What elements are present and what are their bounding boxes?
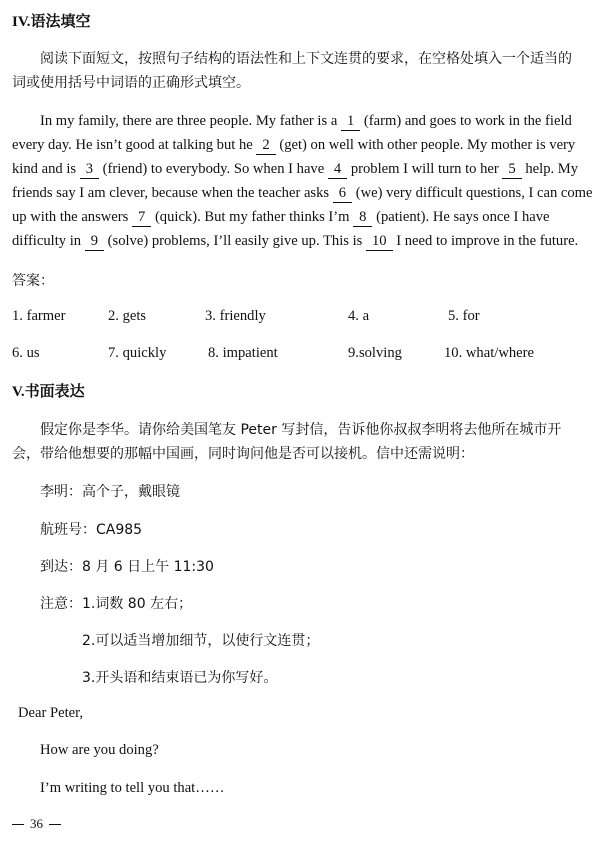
blank-6: 6 — [333, 185, 352, 203]
passage-line-2: every day. He isn’t good at talking but he 2 (get) on well with other people. My mother is very — [12, 137, 576, 153]
section-v-instruction-line-1: 假定你是李华。请你给美国笔友 Peter 写封信，告诉他你叔叔李明将去他所在城市开 — [40, 422, 562, 438]
page-number: 36 — [30, 816, 43, 831]
answer-5: 5. for — [448, 308, 480, 324]
blank-1: 1 — [341, 113, 360, 131]
passage-line-1: In my family, there are three people. My father is a 1 (farm) and goes to work in the field — [40, 113, 572, 129]
note-3: 3.开头语和结束语已为你写好。 — [82, 670, 278, 686]
blank-3: 3 — [80, 161, 99, 179]
blank-10: 10 — [366, 233, 393, 251]
letter-greeting: Dear Peter, — [18, 705, 84, 721]
answer-8: 8. impatient — [208, 345, 278, 361]
answer-label: 答案： — [12, 273, 54, 289]
footer-dash-left — [12, 824, 24, 825]
note-2: 2.可以适当增加细节，以使行文连贯； — [82, 633, 320, 649]
page-footer — [12, 816, 61, 832]
answer-10: 10. what/where — [444, 345, 534, 361]
answer-3: 3. friendly — [205, 308, 266, 324]
answer-2: 2. gets — [108, 308, 147, 324]
letter-line-1: How are you doing? — [40, 742, 159, 758]
footer-dash-right — [49, 824, 61, 825]
letter-line-2: I’m writing to tell you that…… — [40, 780, 225, 796]
passage-line-6: difficulty in 9 (solve) problems, I’ll easily give up. This is 10 I need to improve in the future. — [12, 233, 579, 249]
answer-1: 1. farmer — [12, 308, 66, 324]
blank-5: 5 — [502, 161, 521, 179]
passage-line-3: kind and is 3 (friend) to everybody. So when I have 4 problem I will turn to her 5 help. My — [12, 161, 579, 177]
blank-9: 9 — [85, 233, 104, 251]
answer-9: 9.solving — [348, 345, 402, 361]
answer-4: 4. a — [348, 308, 370, 324]
blank-8: 8 — [353, 209, 372, 227]
section-v-instruction-line-2: 会，带给他想要的那幅中国画，同时询问他是否可以接机。信中还需说明： — [12, 446, 474, 462]
answer-6: 6. us — [12, 345, 40, 361]
answer-7: 7. quickly — [108, 345, 167, 361]
section-iv-title: IV.语法填空 — [12, 14, 91, 30]
section-v-title: V.书面表达 — [12, 384, 85, 400]
detail-arrival: 到达：8 月 6 日上午 11:30 — [40, 559, 214, 575]
note-1: 注意：1.词数 80 左右； — [40, 596, 193, 612]
detail-flight-number: 航班号：CA985 — [40, 522, 143, 538]
blank-2: 2 — [256, 137, 275, 155]
detail-appearance: 李明：高个子，戴眼镜 — [40, 484, 180, 500]
blank-4: 4 — [328, 161, 347, 179]
section-iv-instruction-line-2: 词或使用括号中词语的正确形式填空。 — [12, 75, 250, 91]
passage-line-4: friends say I am clever, because when the teacher asks 6 (we) very difficult questions, I can come — [12, 185, 593, 201]
passage-line-5: up with the answers 7 (quick). But my father thinks I’m 8 (patient). He says once I have — [12, 209, 550, 225]
section-iv-instruction-line-1: 阅读下面短文，按照句子结构的语法性和上下文连贯的要求，在空格处填入一个适当的 — [40, 51, 572, 67]
blank-7: 7 — [132, 209, 151, 227]
